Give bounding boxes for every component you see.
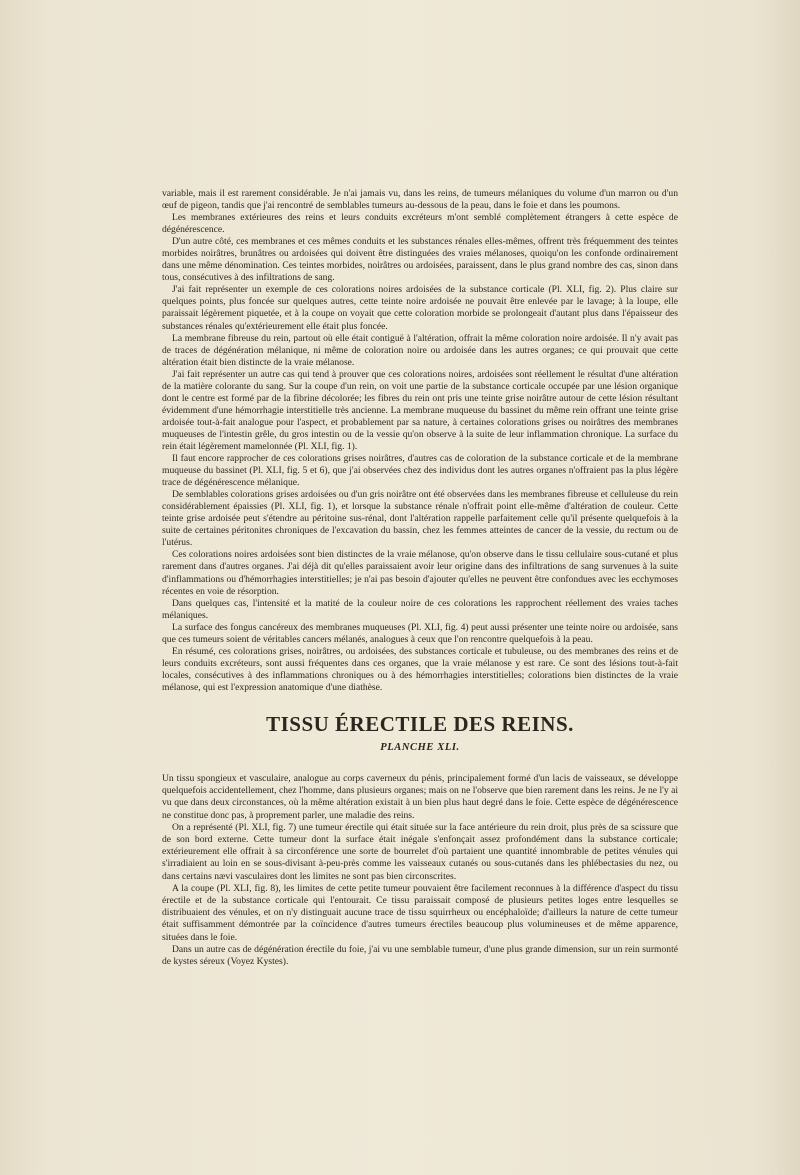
paragraph: variable, mais il est rarement considérable. Je n'ai jamais vu, dans les reins, de tumeurs mélaniques du volume d'un marron ou d'un œuf de pigeon, tandis que j'ai rencontré de semblables tumeurs au-dessous de la peau, dans le foie et dans les poumons. <box>162 188 678 212</box>
paragraph: On a représenté (Pl. XLI, fig. 7) une tumeur érectile qui était située sur la face antérieure du rein droit, plus près de sa scissure que de son bord externe. Cette tumeur dont la surface était inégale s'enfonçait assez profondément dans la substance corticale; extérieurement elle offrait à sa circonférence une sorte de bourrelet d'où partaient une quantité innombrable de petites vénules qui s'irradiaient au loin en se sous-divisant à-peu-près comme les vaisseaux cutanés ou sous-cutanés dans les phlébectasies du nez, ou dans certains nævi vasculaires dont les limites ne sont pas bien circonscrites. <box>162 821 678 882</box>
paragraph: Dans quelques cas, l'intensité et la matité de la couleur noire de ces colorations les rapprochent réellement des vraies taches mélaniques. <box>162 597 678 621</box>
paragraph: J'ai fait représenter un exemple de ces colorations noires ardoisées de la substance corticale (Pl. XLI, fig. 2). Plus claire sur quelques points, plus foncée sur quelques autres, cette teinte noire ardoisée ne pouvait être enlevée par le lavage; à la loupe, elle paraissait légèrement piquetée, et à la coupe on voyait que cette coloration morbide se prolongeait d'autant plus dans l'épaisseur des substances rénales qu'extérieurement elle était plus foncée. <box>162 284 678 332</box>
body-text-section-1 <box>162 188 678 694</box>
paragraph: Il faut encore rapprocher de ces colorations grises noirâtres, d'autres cas de coloration de la substance corticale et de la membrane muqueuse du bassinet (Pl. XLI, fig. 5 et 6), que j'ai observées chez des individus dont les autres organes n'offraient pas la plus légère trace de dégénérescence mélanique. <box>162 453 678 489</box>
paragraph: Ces colorations noires ardoisées sont bien distinctes de la vraie mélanose, qu'on observe dans le tissu cellulaire sous-cutané et plus rarement dans d'autres organes. J'ai déjà dit qu'elles paraissaient avoir leur origine dans des infiltrations de sang survenues à la suite d'inflammations ou d'hémorrhagies interstitielles; je n'ai pas besoin d'ajouter qu'elles ne peuvent être confondues avec les ecchymoses récentes en voie de résorption. <box>162 549 678 597</box>
paragraph: A la coupe (Pl. XLI, fig. 8), les limites de cette petite tumeur pouvaient être facilement reconnues à la différence d'aspect du tissu érectile et de la substance corticale qui l'entourait. Ce tissu paraissait composé de plusieurs petites loges entre lesquelles se distribuaient des vénules, et on n'y distinguait aucune trace de tissu squirrheux ou encéphaloïde; d'ailleurs la nature de cette tumeur était suffisamment démontrée par la coïncidence d'autres tumeurs érectiles beaucoup plus volumineuses et de même apparence, situées dans le foie. <box>162 882 678 943</box>
paragraph: Dans un autre cas de dégénération érectile du foie, j'ai vu une semblable tumeur, d'une plus grande dimension, sur un rein surmonté de kystes séreux (Voyez Kystes). <box>162 943 678 968</box>
paragraph: La membrane fibreuse du rein, partout où elle était contiguë à l'altération, offrait la même coloration noire ardoisée. Il n'y avait pas de traces de dégénération mélanique, ni même de coloration noire ou ardoisée dans les autres organes; ce qui prouvait que cette altération était bien distincte de la vraie mélanose. <box>162 332 678 368</box>
body-text-section-2 <box>162 773 678 968</box>
paragraph: D'un autre côté, ces membranes et ces mêmes conduits et les substances rénales elles-mêmes, offrent très fréquemment des teintes morbides noirâtres, brunâtres ou ardoisées qui doivent être distinguées des vraies mélanoses, quoiqu'on les confonde ordinairement dans une même dénomination. Ces teintes morbides, noirâtres ou ardoisées, paraissent, dans le plus grand nombre des cas, sinon dans tous, consécutives à des infiltrations de sang. <box>162 236 678 284</box>
section-title: TISSU ÉRECTILE DES REINS. <box>266 712 574 736</box>
paragraph: Un tissu spongieux et vasculaire, analogue au corps caverneux du pénis, principalement formé d'un lacis de vaisseaux, se développe quelquefois accidentellement, chez l'homme, dans plusieurs organes; mais on ne l'observe que bien rarement dans les reins. Je ne l'y ai vu que dans deux circonstances, où la même altération existait à un bien plus haut degré dans le foie. Cette espèce de dégénérescence ne constitue donc pas, à proprement parler, une maladie des reins. <box>162 773 678 821</box>
paragraph: En résumé, ces colorations grises, noirâtres, ou ardoisées, des substances corticale et tubuleuse, ou des membranes des reins et de leurs conduits excréteurs, sont aussi fréquentes dans ces organes, que la vraie mélanose y est rare. Ce sont des lésions tout-à-fait locales, consécutives à des inflammations chroniques ou à des hémorrhagies interstitielles; colorations bien distinctes de la vraie mélanose, qui est l'expression anatomique d'une diathèse. <box>162 645 678 693</box>
paragraph: J'ai fait représenter un autre cas qui tend à prouver que ces colorations noires, ardoisées sont réellement le résultat d'une altération de la matière colorante du sang. Sur la coupe d'un rein, on voit une partie de la substance corticale occupée par une lésion organique dont le centre est formé par de la fibrine décolorée; les fibres du rein ont pris une teinte grise noirâtre autour de cette lésion résultant évidemment d'une hémorrhagie interstitielle très ancienne. La membrane muqueuse du bassinet du même rein offrant une teinte grise ardoisée tout-à-fait analogue pour l'aspect, et probablement par sa nature, à certaines colorations grises ou noirâtres des membranes muqueuses de l'intestin grêle, du gros intestin ou de la vessie qu'on observe à la suite de leur inflammation chronique. La surface du rein était légèrement mamelonnée (Pl. XLI, fig. 1). <box>162 368 678 452</box>
plate-subtitle: PLANCHE XLI. <box>380 742 460 753</box>
paragraph: De semblables colorations grises ardoisées ou d'un gris noirâtre ont été observées dans les membranes fibreuse et celluleuse du rein considérablement épaissies (Pl. XLI, fig. 1), et lorsque la substance rénale n'offrait point elle-même d'altération de couleur. Cette teinte grise ardoisée peut s'étendre au péritoine sus-rénal, dont l'altération rappelle parfaitement celle qu'il présente quelquefois à la suite de certaines péritonites chroniques de l'excavation du bassin, chez les femmes atteintes de cancer de la vessie, du rectum ou de l'utérus. <box>162 489 678 549</box>
paragraph: La surface des fongus cancéreux des membranes muqueuses (Pl. XLI, fig. 4) peut aussi présenter une teinte noire ou ardoisée, sans que ces tumeurs soient de véritables cancers mélanés, analogues à ceux que l'on rencontre quelquefois à la peau. <box>162 621 678 645</box>
paragraph: Les membranes extérieures des reins et leurs conduits excréteurs m'ont semblé complètement étrangers à cette espèce de dégénérescence. <box>162 212 678 236</box>
